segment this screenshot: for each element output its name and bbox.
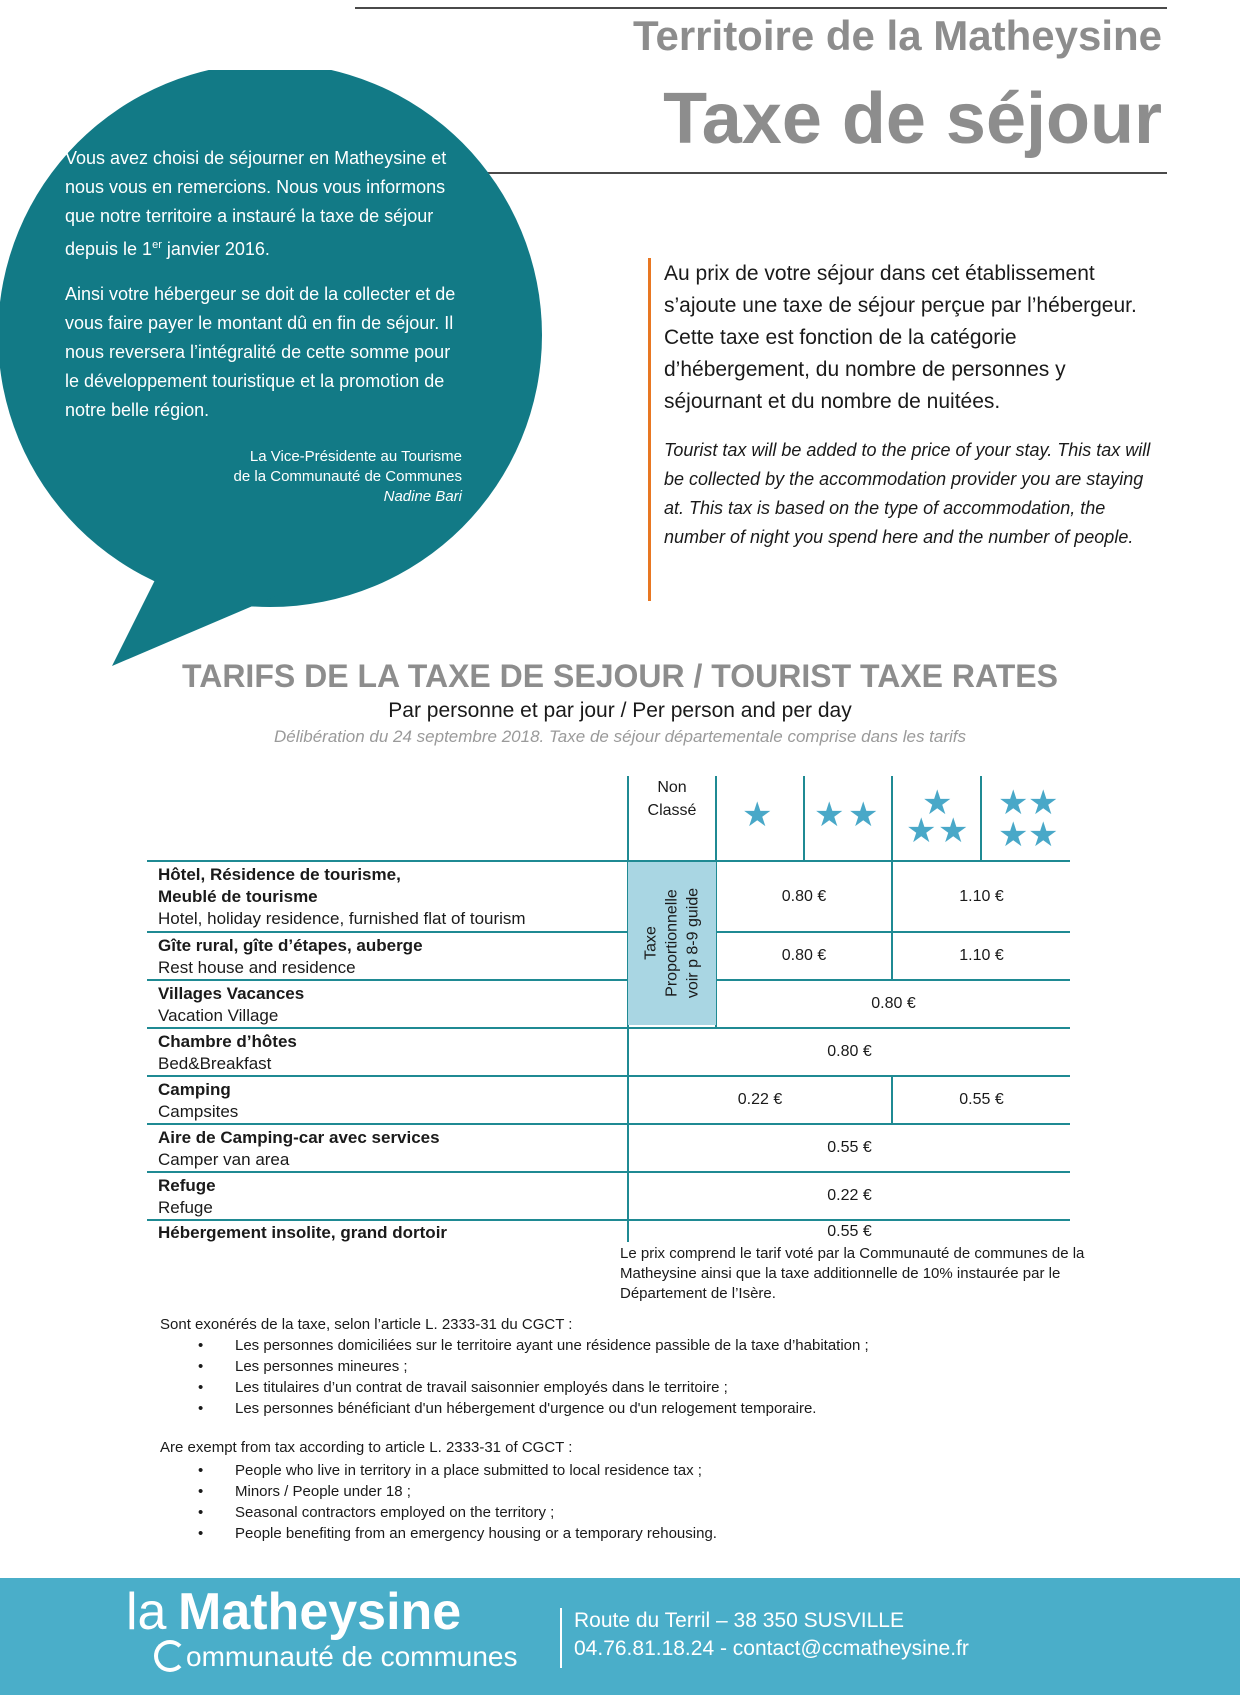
value-cell: 0.80 € xyxy=(827,1043,872,1060)
proportional-line-2: Proportionnelle xyxy=(663,889,681,997)
header-top-rule xyxy=(355,7,1167,9)
row-label-bold: Hôtel, Résidence de tourisme, xyxy=(158,865,401,884)
list-item: • Seasonal contractors employed on the territory ; xyxy=(198,1502,717,1523)
row-label-bold: Refuge xyxy=(158,1176,216,1195)
value-cell: 0.55 € xyxy=(827,1139,872,1156)
exempt-en-list xyxy=(198,1460,717,1544)
row-label-camping xyxy=(158,1079,238,1123)
row-label-hotel xyxy=(158,864,526,930)
row-label-english: Camper van area xyxy=(158,1150,290,1169)
star-icon: ★ xyxy=(938,812,969,850)
row-label-bold: Hébergement insolite, grand dortoir xyxy=(158,1223,448,1242)
value-cell: 0.80 € xyxy=(781,947,827,964)
star-icon: ★ xyxy=(998,816,1029,854)
tariffs-subtitle: Par personne et par jour / Per person and per day xyxy=(388,699,852,722)
logo-subtitle: ommunauté de communes xyxy=(186,1641,518,1672)
logo-c-icon xyxy=(154,1640,186,1672)
grid-line xyxy=(980,776,982,860)
star-icon: ★ xyxy=(742,796,773,834)
row-label-bold: Meublé de tourisme xyxy=(158,887,318,906)
signature-line-1: La Vice-Présidente au Tourisme xyxy=(249,448,462,465)
row-label-villages xyxy=(158,983,304,1027)
grid-line xyxy=(803,776,805,860)
star-icon: ★ xyxy=(922,784,953,822)
list-item: • People benefiting from an emergency housing or a temporary rehousing. xyxy=(198,1523,717,1544)
logo-la: la xyxy=(126,1583,167,1641)
row-label-english: Campsites xyxy=(158,1102,239,1121)
bubble-text xyxy=(65,144,465,441)
footer-phone-email[interactable]: 04.76.81.18.24 - contact@ccmatheysine.fr xyxy=(574,1637,969,1660)
proportional-line-3: voir p 8-9 guide xyxy=(684,887,702,999)
row-label-english: Rest house and residence xyxy=(158,958,356,977)
list-item: • Les personnes mineures ; xyxy=(198,1356,869,1377)
value-cell: 0.80 € xyxy=(781,887,827,905)
intro-english: Tourist tax will be added to the price of your stay. This tax will be collected by the accommodation provider you are staying at. This tax is based on the type of accommodation, the number of night you spend here and the number of people. xyxy=(664,440,1151,547)
header-non-classe xyxy=(629,776,715,822)
star-icon: ★ xyxy=(998,784,1029,822)
signature xyxy=(160,447,462,507)
intro-french: Au prix de votre séjour dans cet établissement s’ajoute une taxe de séjour perçue par l’hébergeur. Cette taxe est fonction de la catégorie d’hébergement, du nombre de personnes y séjournant et du nombre de nuitées. xyxy=(664,262,1137,413)
grid-line xyxy=(891,776,893,860)
row-label-english: Refuge xyxy=(158,1198,213,1217)
row-label-bold: Aire de Camping-car avec services xyxy=(158,1128,440,1147)
row-label-bold: Villages Vacances xyxy=(158,984,305,1003)
footer-contact xyxy=(574,1607,969,1663)
signature-name: Nadine Bari xyxy=(383,488,462,505)
value-cell: 0.55 € xyxy=(959,1091,1004,1108)
row-label-refuge xyxy=(158,1175,216,1219)
row-label-english: Bed&Breakfast xyxy=(158,1054,272,1073)
value-cell: 0.22 € xyxy=(737,1091,783,1108)
row-label-bold: Camping xyxy=(158,1080,231,1099)
row-label-camper xyxy=(158,1127,440,1171)
list-item: • Les titulaires d’un contrat de travail saisonnier employés dans le territoire ; xyxy=(198,1377,869,1398)
list-item: • Minors / People under 18 ; xyxy=(198,1481,717,1502)
row-label-chambre xyxy=(158,1031,297,1075)
list-item: • People who live in territory in a place submitted to local residence tax ; xyxy=(198,1460,717,1481)
star-icon: ★ xyxy=(906,812,937,850)
value-cell: 0.80 € xyxy=(871,995,916,1012)
star-icon: ★ xyxy=(848,796,879,834)
list-item: • Les personnes bénéficiant d'un hébergement d'urgence ou d'un relogement temporaire. xyxy=(198,1398,869,1419)
list-item: • Les personnes domiciliées sur le territoire ayant une résidence passible de la taxe d’habitation ; xyxy=(198,1335,869,1356)
row-label-english: Hotel, holiday residence, furnished flat of tourism xyxy=(158,909,526,928)
value-cell: 1.10 € xyxy=(959,887,1004,905)
price-note: Le prix comprend le tarif voté par la Communauté de communes de la Matheysine ainsi que la taxe additionnelle de 10% instaurée par le Département de l’Isère. xyxy=(620,1245,1085,1302)
header-bottom-rule xyxy=(478,172,1167,174)
proportional-tax-label xyxy=(641,863,704,1023)
star-icon: ★ xyxy=(1028,816,1059,854)
star-icon: ★ xyxy=(1028,784,1059,822)
star-icon: ★ xyxy=(814,796,845,834)
bubble-para-1: Vous avez choisi de séjourner en Matheysine et nous vous en remercions. Nous vous informons que notre territoire a instauré la taxe de séjour depuis le 1er janvier 2016. xyxy=(65,148,447,259)
row-label-bold: Chambre d’hôtes xyxy=(158,1032,297,1051)
exempt-fr-list xyxy=(198,1335,869,1419)
value-cell: 1.10 € xyxy=(959,947,1004,964)
value-cell: 0.55 € xyxy=(827,1223,872,1240)
header-non-classe-line1: Non xyxy=(657,779,687,796)
row-label-bold: Gîte rural, gîte d’étapes, auberge xyxy=(158,936,423,955)
exempt-en-heading: Are exempt from tax according to article L. 2333-31 of CGCT : xyxy=(160,1439,573,1456)
bubble-para-2: Ainsi votre hébergeur se doit de la collecter et de vous faire payer le montant dû en fin de séjour. Il nous reversera l’intégralité de cette somme pour le développement touristique et la promotion de notre belle région. xyxy=(65,284,456,420)
proportional-line-1: Taxe xyxy=(642,926,660,960)
page-title: Taxe de séjour xyxy=(663,79,1162,159)
footer-separator xyxy=(560,1608,562,1668)
value-cell: 0.22 € xyxy=(827,1187,872,1204)
tariffs-title: TARIFS DE LA TAXE DE SEJOUR / TOURIST TAXE RATES xyxy=(182,658,1058,694)
header-non-classe-line2: Classé xyxy=(647,802,697,819)
row-label-insolite xyxy=(158,1222,447,1244)
row-label-gite xyxy=(158,935,423,979)
tariffs-deliberation: Délibération du 24 septembre 2018. Taxe de séjour départementale comprise dans les tarifs xyxy=(273,727,967,746)
row-label-english: Vacation Village xyxy=(158,1006,279,1025)
logo-name: Matheysine xyxy=(178,1583,462,1641)
accent-bar xyxy=(648,258,651,601)
territory-title: Territoire de la Matheysine xyxy=(632,12,1162,59)
exempt-fr-heading: Sont exonérés de la taxe, selon l’article L. 2333-31 du CGCT : xyxy=(160,1316,573,1333)
signature-line-2: de la Communauté de Communes xyxy=(233,468,462,485)
footer-address: Route du Terril – 38 350 SUSVILLE xyxy=(574,1609,904,1632)
grid-line xyxy=(715,776,717,860)
